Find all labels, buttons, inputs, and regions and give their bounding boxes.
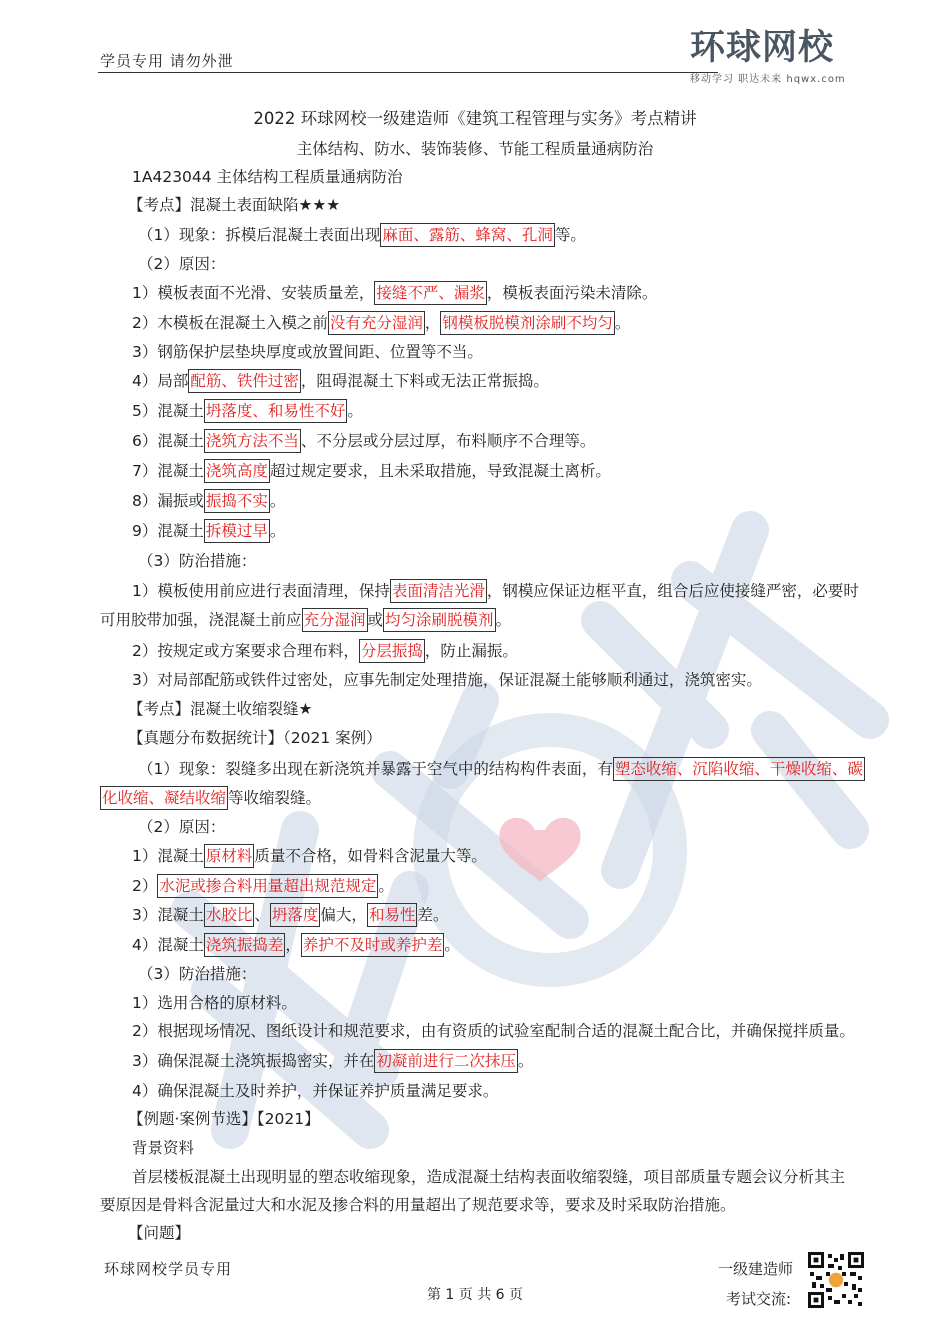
line-text: 等收缩裂缝。 — [228, 789, 322, 807]
text-line — [100, 1194, 736, 1216]
text-line — [132, 430, 595, 452]
highlighted-keyword: 水泥或掺合料用量超出规范规定 — [157, 874, 378, 898]
line-text: 。 — [444, 936, 460, 954]
line-text: 、不分层或分层过厚，布料顺序不合理等。 — [300, 432, 596, 450]
text-line — [132, 312, 630, 334]
highlighted-keyword: 振捣不实 — [204, 489, 270, 513]
text-line — [132, 1050, 533, 1072]
text-line — [132, 520, 285, 542]
qr-code — [808, 1252, 864, 1308]
text-line — [132, 580, 859, 602]
highlighted-keyword: 塑态收缩、沉陷收缩、干燥收缩、碳 — [613, 757, 865, 781]
line-text: 质量不合格，如骨料含泥量大等。 — [254, 847, 487, 865]
highlighted-keyword: 麻面、露筋、蜂窝、孔洞 — [380, 223, 555, 247]
highlighted-keyword: 浇筑高度 — [204, 459, 270, 483]
text-line — [132, 1020, 855, 1042]
line-text: 4）混凝土 — [132, 936, 204, 954]
text-line — [132, 490, 285, 512]
text-line — [128, 194, 340, 216]
line-text: 4）局部 — [132, 372, 189, 390]
line-text: 【考点】混凝土收缩裂缝★ — [128, 700, 313, 718]
text-line — [100, 787, 321, 809]
text-line — [132, 875, 394, 897]
line-text: 2）木模板在混凝土入模之前 — [132, 314, 328, 332]
highlighted-keyword: 拆模过早 — [204, 519, 270, 543]
line-text: 1）模板使用前应进行表面清理，保持 — [132, 582, 390, 600]
line-text: 6）混凝土 — [132, 432, 204, 450]
highlighted-keyword: 坍落度、和易性不好 — [204, 399, 348, 423]
text-line — [132, 1166, 845, 1188]
line-text: 背景资料 — [132, 1139, 195, 1157]
text-line — [138, 963, 256, 985]
line-text: 【例题·案例节选】【2021】 — [128, 1110, 320, 1128]
text-line — [132, 934, 460, 956]
document-title: 2022 环球网校一级建造师《建筑工程管理与实务》考点精讲 — [253, 109, 697, 128]
line-text: 。 — [517, 1052, 534, 1070]
line-text: 2）按规定或方案要求合理布料， — [132, 642, 359, 660]
highlighted-keyword: 坍落度 — [270, 903, 321, 927]
line-text: 偏大， — [320, 906, 367, 924]
line-text: ，模板表面污染未清除。 — [486, 284, 658, 302]
highlighted-keyword: 均匀涂刷脱模剂 — [383, 608, 496, 632]
text-line — [128, 698, 312, 720]
line-text: 3）对局部配筋或铁件过密处，应事先制定处理措施，保证混凝土能够顺利通过，浇筑密实。 — [132, 671, 762, 689]
line-text: 。 — [614, 314, 631, 332]
line-text: 【考点】混凝土表面缺陷★★★ — [128, 196, 341, 214]
text-line — [138, 550, 256, 572]
text-line — [138, 758, 865, 780]
line-text: 要原因是骨料含泥量过大和水泥及掺合料的用量超出了规范要求等，要求及时采取防治措施。 — [100, 1196, 736, 1214]
text-line — [100, 609, 511, 631]
line-text: 8）漏振或 — [132, 492, 204, 510]
text-line — [128, 1108, 320, 1130]
line-text: 首层楼板混凝土出现明显的塑态收缩现象，造成混凝土结构表面收缩裂缝，项目部质量专题会议分析其主 — [132, 1168, 846, 1186]
highlighted-keyword: 表面清洁光滑 — [390, 579, 487, 603]
line-text: 。 — [269, 492, 286, 510]
text-line — [132, 460, 611, 482]
line-text: 2） — [132, 877, 158, 895]
line-text: ， — [424, 314, 441, 332]
line-text: ，钢模应保证边框平直，组合后应使接缝严密，必要时 — [486, 582, 859, 600]
line-text: 1）选用合格的原材料。 — [132, 994, 297, 1012]
line-text: 超过规定要求，且未采取措施，导致混凝土离析。 — [269, 462, 611, 480]
highlighted-keyword: 浇筑方法不当 — [204, 429, 301, 453]
line-text: （3）防治措施： — [138, 965, 257, 983]
footer-note: 环球网校学员专用 — [104, 1260, 233, 1278]
line-text: ，防止漏振。 — [424, 642, 518, 660]
highlighted-keyword: 养护不及时或养护差 — [301, 933, 445, 957]
line-text: 3）混凝土 — [132, 906, 204, 924]
line-text: 3）钢筋保护层垫块厚度或放置间距、位置等不当。 — [132, 343, 483, 361]
header-divider — [98, 72, 718, 73]
brand-logo — [690, 28, 870, 85]
text-line — [138, 253, 225, 275]
text-line — [132, 341, 483, 363]
line-text: （3）防治措施： — [138, 552, 257, 570]
text-line — [132, 1137, 194, 1159]
line-text: 或 — [367, 611, 384, 629]
line-text: 【问题】 — [128, 1224, 191, 1242]
highlighted-keyword: 配筋、铁件过密 — [188, 369, 301, 393]
line-text: 等。 — [554, 226, 586, 244]
line-text: 4）确保混凝土及时养护，并保证养护质量满足要求。 — [132, 1082, 499, 1100]
text-line — [132, 1080, 498, 1102]
document-subtitle: 主体结构、防水、装饰装修、节能工程质量通病防治 — [296, 140, 654, 158]
line-text: 。 — [269, 522, 286, 540]
line-text: 1）模板表面不光滑、安装质量差， — [132, 284, 375, 302]
logo-tagline: 移动学习 职达未来 hqwx.com — [690, 74, 846, 85]
text-line — [132, 400, 363, 422]
text-line — [132, 669, 762, 691]
line-text: （1）现象：裂缝多出现在新浇筑并暴露于空气中的结构构件表面，有 — [138, 760, 613, 778]
line-text: 。 — [378, 877, 394, 895]
line-text: 可用胶带加强，浇混凝土前应 — [100, 611, 302, 629]
text-line — [132, 992, 297, 1014]
highlighted-keyword: 钢模板脱模剂涂刷不均匀 — [440, 311, 615, 335]
header-confidential-note: 学员专用 请勿外泄 — [100, 52, 234, 70]
highlighted-keyword: 接缝不严、漏浆 — [374, 281, 487, 305]
text-line — [132, 904, 448, 926]
text-line — [132, 370, 549, 392]
highlighted-keyword: 水胶比 — [204, 903, 255, 927]
highlighted-keyword: 分层振捣 — [359, 639, 425, 663]
text-line — [132, 845, 487, 867]
line-text: （1）现象：拆模后混凝土表面出现 — [138, 226, 381, 244]
line-text: 、 — [254, 906, 270, 924]
line-text: （2）原因： — [138, 255, 226, 273]
section-heading: 1A423044 主体结构工程质量通病防治 — [132, 168, 403, 186]
line-text: 1）混凝土 — [132, 847, 204, 865]
line-text: 【真题分布数据统计】（2021 案例） — [128, 729, 382, 747]
highlighted-keyword: 和易性 — [367, 903, 418, 927]
text-line — [138, 224, 586, 246]
footer-exam-label: 一级建造师 — [718, 1260, 794, 1278]
highlighted-keyword: 浇筑振捣差 — [204, 933, 286, 957]
highlighted-keyword: 充分湿润 — [302, 608, 368, 632]
text-line — [128, 727, 382, 749]
highlighted-keyword: 化收缩、凝结收缩 — [100, 786, 228, 810]
page-number: 第 1 页 共 6 页 — [426, 1287, 524, 1303]
logo-text: 环球网校 — [690, 28, 835, 68]
line-text: 。 — [347, 402, 363, 420]
line-text: ，阻碍混凝土下料或无法正常振捣。 — [300, 372, 549, 390]
text-line — [128, 1222, 190, 1244]
text-line — [132, 640, 518, 662]
highlighted-keyword: 原材料 — [204, 844, 255, 868]
text-line — [132, 282, 657, 304]
highlighted-keyword: 没有充分湿润 — [328, 311, 425, 335]
line-text: 3）确保混凝土浇筑振捣密实，并在 — [132, 1052, 375, 1070]
footer-exchange-label: 考试交流: — [726, 1290, 792, 1308]
line-text: （2）原因： — [138, 818, 226, 836]
line-text: 。 — [495, 611, 512, 629]
line-text: 差。 — [417, 906, 449, 924]
line-text: 5）混凝土 — [132, 402, 204, 420]
line-text: 9）混凝土 — [132, 522, 204, 540]
line-text: 7）混凝土 — [132, 462, 204, 480]
line-text: 2）根据现场情况、图纸设计和规范要求，由有资质的试验室配制合适的混凝土配合比，并确保搅拌质量。 — [132, 1022, 855, 1040]
highlighted-keyword: 初凝前进行二次抹压 — [374, 1049, 518, 1073]
line-text: ， — [285, 936, 301, 954]
text-line — [138, 816, 225, 838]
